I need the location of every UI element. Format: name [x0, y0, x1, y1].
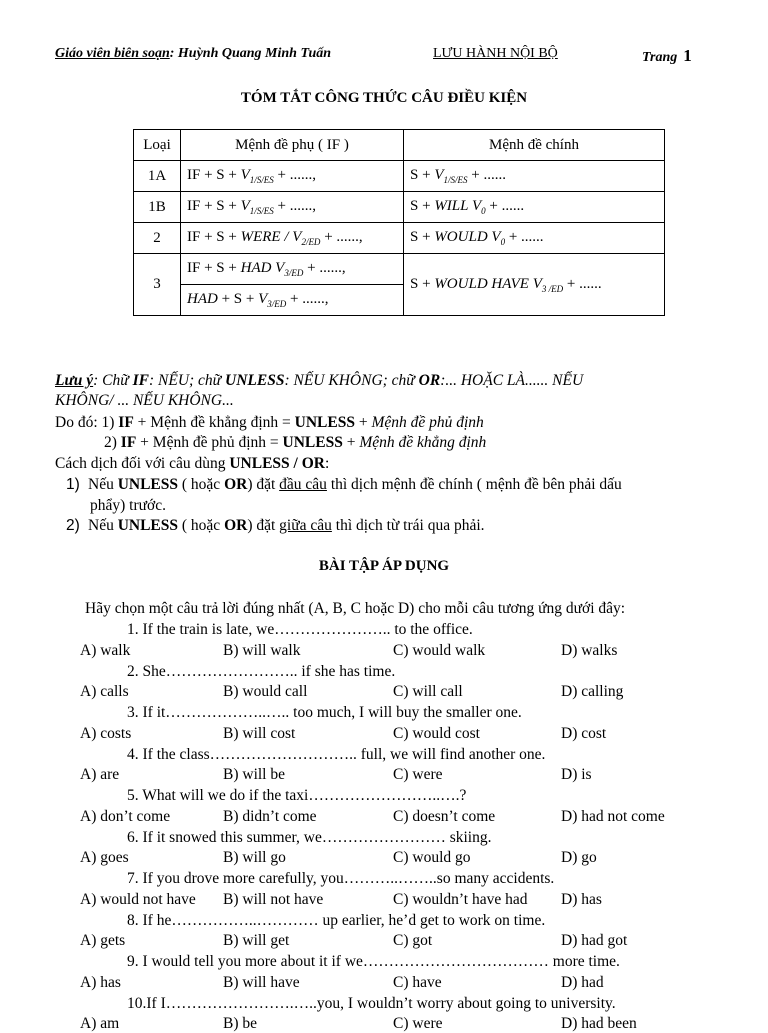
page-title: TÓM TẮT CÔNG THỨC CÂU ĐIỀU KIỆN [240, 90, 528, 106]
table-row [134, 254, 665, 285]
table-row [134, 161, 665, 192]
main-clause-cell: S + WILL $V_0$ + ...... [404, 192, 665, 223]
header-if-clause: Mệnh đề phụ ( IF ) [181, 130, 404, 161]
answer-option-b: B) will be [223, 766, 285, 783]
section-title: BÀI TẬP ÁP DỤNG [318, 558, 450, 574]
answer-option-b: B) would call [223, 683, 308, 700]
main-clause-cell: S + WOULD $V_0$ + ...... [404, 223, 665, 254]
rule-1-text: Nếu UNLESS ( hoặc OR) đặt đầu câu thì dịch mệnh đề chính ( mệnh đề bên phải dấu [88, 476, 622, 493]
rule-1-number: 1) [66, 476, 80, 493]
answer-option-b: B) will walk [223, 641, 301, 659]
answer-option-d: D) go [561, 849, 597, 866]
answer-option-b: B) will go [223, 849, 286, 866]
answer-option-b: B) will cost [223, 724, 296, 742]
answer-option-b: B) will have [223, 973, 300, 991]
rule-1-line2: phẩy) trước. [90, 497, 166, 514]
answer-option-c: C) will call [393, 683, 463, 700]
table-row [134, 192, 665, 223]
if-clause-cell: IF + $S + V_{1/S/ES}$ + ......, [181, 161, 404, 192]
row-type: 1A [134, 161, 181, 192]
if-clause-cell-inverted: HAD + $S + V_{3/ED}$ + ......, [181, 285, 404, 316]
main-clause-cell: S + WOULD HAVE $V_{3 /ED}$ + ...... [404, 254, 665, 316]
answer-option-a: A) costs [80, 724, 132, 742]
note-line-5: Cách dịch đối với câu dùng UNLESS / OR: [55, 455, 330, 472]
answer-option-d: D) has [561, 890, 602, 908]
answer-option-d: D) walks [561, 641, 618, 659]
question-text: 5. What will we do if the taxi……………………..….? [127, 787, 467, 804]
answer-option-c: C) would go [393, 849, 471, 866]
answer-option-d: D) had got [561, 932, 628, 949]
rule-2-text: Nếu UNLESS ( hoặc OR) đặt giữa câu thì dịch từ trái qua phải. [88, 517, 485, 534]
question-text: 1. If the train is late, we………………….. to the office. [127, 621, 473, 638]
if-clause-cell: IF + $S + V_{1/S/ES}$ + ......, [181, 192, 404, 223]
answer-option-a: A) gets [80, 932, 126, 949]
answer-option-d: D) calling [561, 683, 624, 700]
note-line-4: 2) IF + Mệnh đề phủ định = UNLESS + Mệnh đề khẳng định [104, 434, 487, 451]
answer-option-d: D) is [561, 766, 592, 783]
answer-option-b: B) be [223, 1015, 258, 1032]
header-circulation: LƯU HÀNH NỘI BỘ [433, 46, 558, 61]
note-line-3: Do đó: 1) IF + Mệnh đề khẳng định = UNLESS + Mệnh đề phủ định [55, 414, 484, 431]
page-number: 1 [683, 46, 692, 65]
table-row [134, 223, 665, 254]
note-line-1: Lưu ý: Chữ IF: NẾU; chữ UNLESS: NẾU KHÔNG; chữ OR:... HOẶC LÀ...... NẾU [55, 372, 584, 389]
header-author [55, 46, 331, 62]
main-clause-cell: $S + V_{1/S/ES}$ + ...... [404, 161, 665, 192]
question-text: 10.If I…………………….…..you, I wouldn’t worry about going to university. [127, 994, 616, 1012]
formula-table [133, 129, 665, 316]
author-label: Giáo viên biên soạn [55, 46, 170, 61]
answer-option-c: C) were [393, 766, 443, 783]
table-header-row [134, 130, 665, 161]
rule-2-number: 2) [66, 517, 80, 534]
question-text: 3. If it………………..….. too much, I will buy the smaller one. [127, 704, 522, 721]
row-type: 3 [134, 254, 181, 316]
page-label: Trang [642, 50, 678, 65]
if-clause-cell: IF + S + HAD $V_{3/ED}$ + ......, [181, 254, 404, 285]
question-text: 6. If it snowed this summer, we…………………… skiing. [127, 828, 492, 846]
answer-option-b: B) will not have [223, 890, 324, 908]
header-main-clause: Mệnh đề chính [404, 130, 665, 161]
row-type: 1B [134, 192, 181, 223]
question-text: 7. If you drove more carefully, you………..……..so many accidents. [127, 870, 555, 887]
answer-option-a: A) walk [80, 641, 131, 659]
answer-option-d: D) had [561, 973, 604, 991]
answer-option-d: D) cost [561, 724, 607, 742]
answer-option-d: D) had not come [561, 807, 665, 825]
note-line-2: KHÔNG/ ... NẾU KHÔNG... [55, 392, 234, 409]
answer-option-c: C) doesn’t come [393, 807, 496, 825]
question-text: 2. She…………………….. if she has time. [127, 662, 396, 680]
answer-option-a: A) has [80, 973, 121, 991]
answer-option-c: C) have [393, 973, 442, 991]
answer-option-b: B) didn’t come [223, 807, 317, 825]
answer-option-a: A) calls [80, 683, 129, 700]
answer-option-c: C) would cost [393, 724, 480, 742]
if-clause-cell: IF + S + WERE / $V_{2/ED}$ + ......, [181, 223, 404, 254]
row-type: 2 [134, 223, 181, 254]
answer-option-a: A) would not have [80, 890, 196, 908]
question-text: 4. If the class……………………….. full, we will find another one. [127, 745, 546, 763]
instruction: Hãy chọn một câu trả lời đúng nhất (A, B, C hoặc D) cho mỗi câu tương ứng dưới đây: [85, 600, 626, 617]
answer-option-c: C) would walk [393, 641, 486, 659]
header-page [642, 46, 692, 66]
answer-option-a: A) don’t come [80, 807, 171, 825]
question-text: 8. If he……………..………… up earlier, he’d get to work on time. [127, 911, 546, 929]
answer-option-c: C) got [393, 932, 433, 949]
answer-option-a: A) are [80, 766, 120, 783]
header-type: Loại [134, 130, 181, 161]
author-name: : Huỳnh Quang Minh Tuấn [169, 46, 332, 61]
answer-option-d: D) had been [561, 1015, 637, 1032]
answer-option-c: C) wouldn’t have had [393, 890, 528, 908]
answer-option-c: C) were [393, 1015, 443, 1032]
question-text: 9. I would tell you more about it if we……………………………… more time. [127, 953, 620, 970]
answer-option-a: A) goes [80, 849, 129, 866]
answer-option-b: B) will get [223, 932, 290, 949]
answer-option-a: A) am [80, 1015, 120, 1032]
